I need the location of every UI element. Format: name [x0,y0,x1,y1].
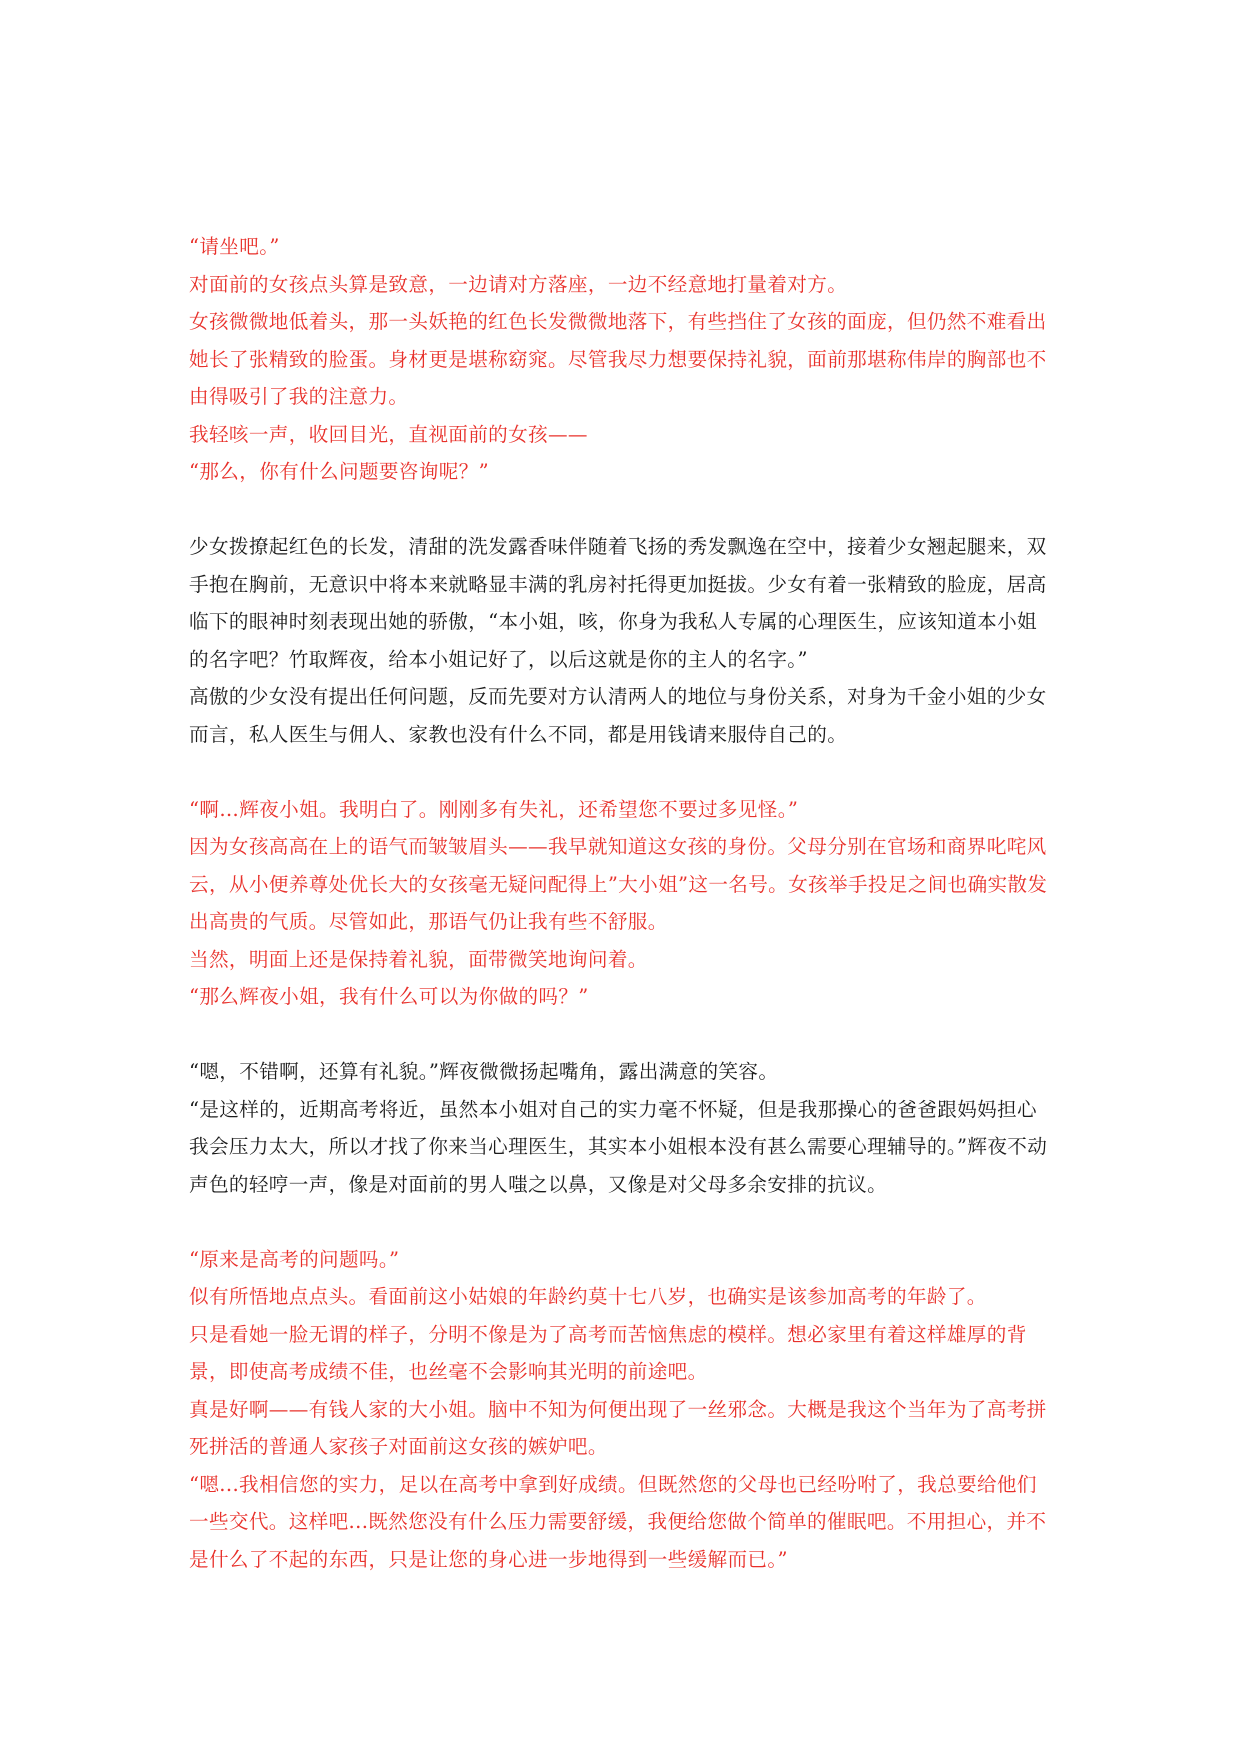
paragraph: “是这样的，近期高考将近，虽然本小姐对自己的实力毫不怀疑，但是我那操心的爸爸跟妈妈担心我会压力太大，所以才找了你来当心理医生，其实本小姐根本没有甚么需要心理辅导的。”辉夜不动声色的轻哼一声，像是对面前的男人嗤之以鼻，又像是对父母多余安排的抗议。 [189,1097,1048,1196]
paragraph: 我轻咳一声，收回目光，直视面前的女孩—— [189,422,588,446]
dialogue-block-4 [189,1053,1055,1203]
paragraph: 真是好啊——有钱人家的大小姐。脑中不知为何便出现了一丝邪念。大概是我这个当年为了高考拼死拼活的普通人家孩子对面前这女孩的嫉妒吧。 [189,1397,1047,1458]
dialogue-block-5 [189,1241,1055,1579]
paragraph: “那么辉夜小姐，我有什么可以为你做的吗？” [189,985,589,1008]
dialogue-block-3 [189,791,1055,1016]
paragraph: 当然，明面上还是保持着礼貌，面带微笑地询问着。 [189,947,648,971]
paragraph: 少女拨撩起红色的长发，清甜的洗发露香味伴随着飞扬的秀发飘逸在空中，接着少女翘起腿来，双手抱在胸前，无意识中将本来就略显丰满的乳房衬托得更加挺拔。少女有着一张精致的脸庞，居高临下的眼神时刻表现出她的骄傲，“本小姐，咳，你身为我私人专属的心理医生，应该知道本小姐的名字吧？竹取辉夜，给本小姐记好了，以后这就是你的主人的名字。” [189,535,1047,671]
paragraph: “请坐吧。” [189,235,280,258]
paragraph-gap [189,491,1055,529]
paragraph: 似有所悟地点点头。看面前这小姑娘的年龄约莫十七八岁，也确实是该参加高考的年龄了。 [189,1285,987,1308]
paragraph-gap [189,1016,1055,1054]
paragraph-gap [189,1203,1055,1241]
paragraph: 高傲的少女没有提出任何问题，反而先要对方认清两人的地位与身份关系，对身为千金小姐的少女而言，私人医生与佣人、家教也没有什么不同，都是用钱请来服侍自己的。 [189,685,1047,746]
paragraph: 因为女孩高高在上的语气而皱皱眉头——我早就知道这女孩的身份。父母分别在官场和商界叱咤风云，从小便养尊处优长大的女孩毫无疑问配得上”大小姐”这一名号。女孩举手投足之间也确实散发出高贵的气质。尽管如此，那语气仍让我有些不舒服。 [189,835,1048,933]
paragraph: 只是看她一脸无谓的样子，分明不像是为了高考而苦恼焦虑的模样。想必家里有着这样雄厚的背景，即使高考成绩不佳，也丝毫不会影响其光明的前途吧。 [189,1322,1027,1383]
paragraph: 对面前的女孩点头算是致意，一边请对方落座，一边不经意地打量着对方。 [189,272,848,296]
dialogue-block-1 [189,228,1055,491]
paragraph: “那么，你有什么问题要咨询呢？” [189,460,489,483]
document-page [189,228,1055,1578]
paragraph: “嗯...我相信您的实力，足以在高考中拿到好成绩。但既然您的父母也已经吩咐了，我总要给他们一些交代。这样吧...既然您没有什么压力需要舒缓，我便给您做个简单的催眠吧。不用担心，并不是什么了不起的东西，只是让您的身心进一步地得到一些缓解而已。” [189,1472,1047,1571]
dialogue-block-2 [189,528,1055,753]
paragraph: “嗯，不错啊，还算有礼貌。”辉夜微微扬起嘴角，露出满意的笑容。 [189,1060,779,1083]
paragraph-gap [189,753,1055,791]
paragraph: “啊…辉夜小姐。我明白了。刚刚多有失礼，还希望您不要过多见怪。” [189,797,799,821]
paragraph: 女孩微微地低着头，那一头妖艳的红色长发微微地落下，有些挡住了女孩的面庞，但仍然不难看出她长了张精致的脸蛋。身材更是堪称窈窕。尽管我尽力想要保持礼貌，面前那堪称伟岸的胸部也不由得吸引了我的注意力。 [189,310,1047,408]
paragraph: “原来是高考的问题吗。” [189,1247,400,1271]
